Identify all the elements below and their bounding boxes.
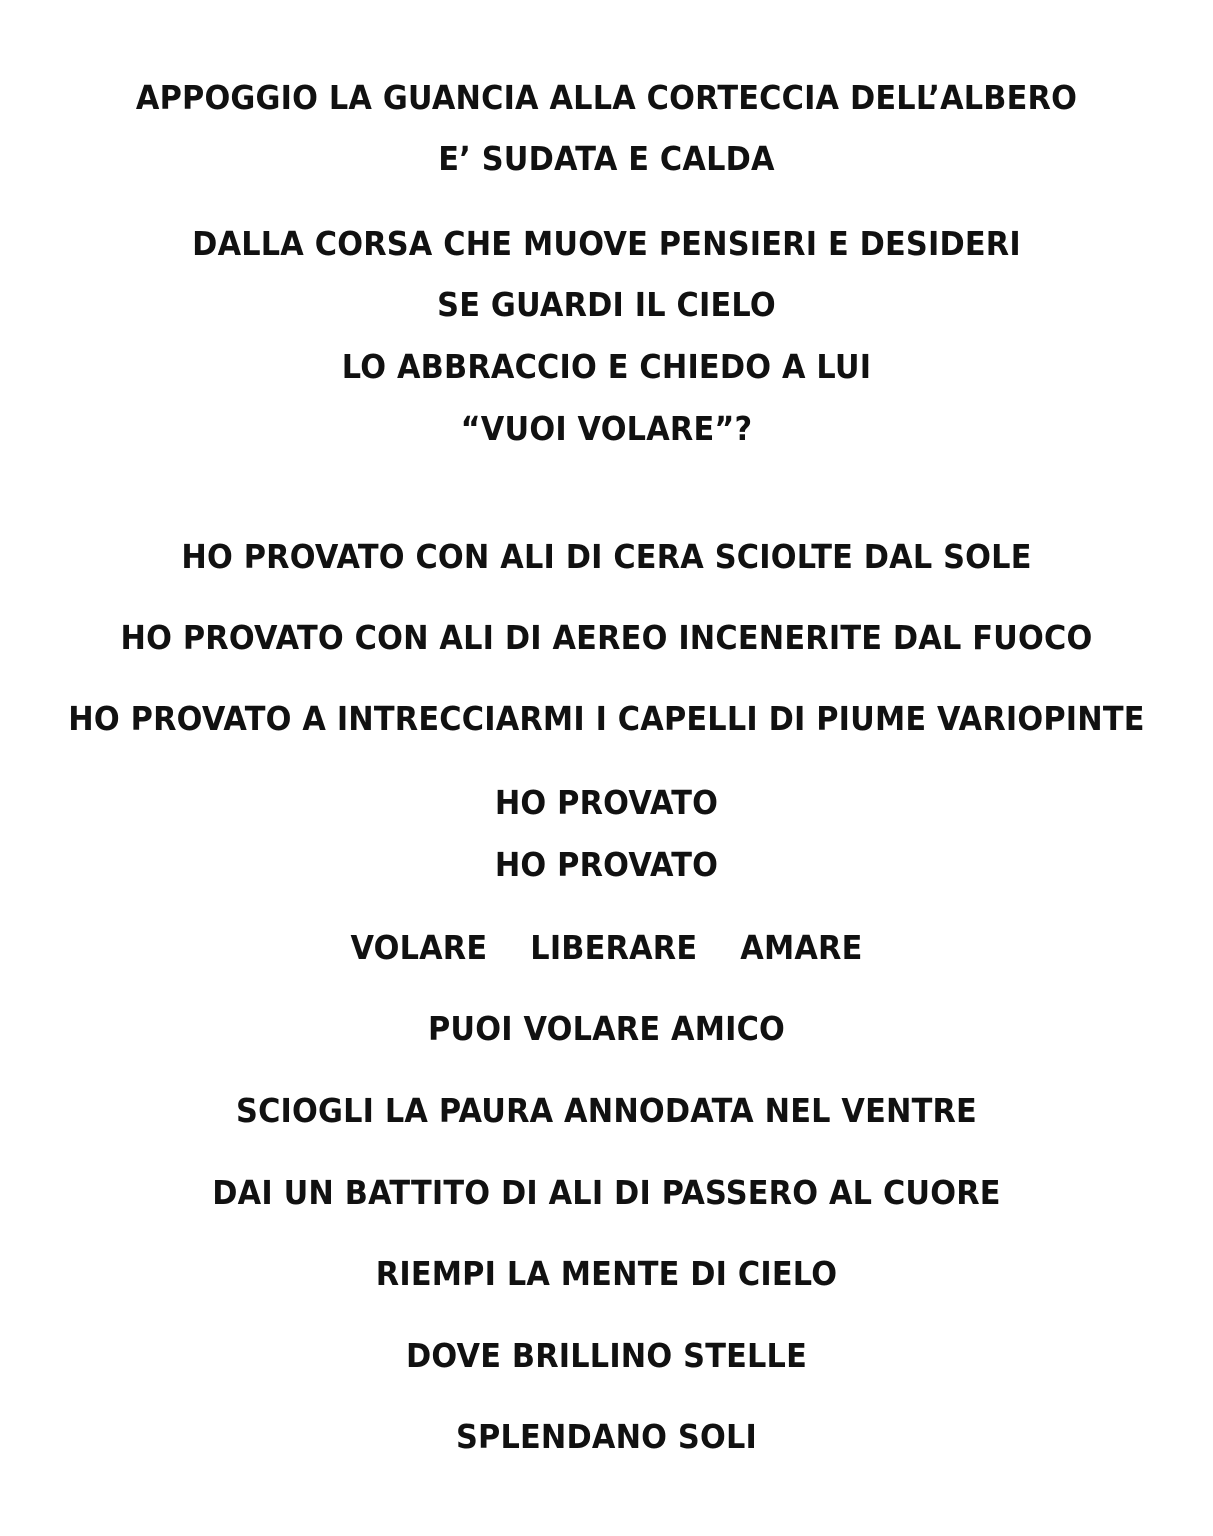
poem-line-13: PUOI VOLARE AMICO	[427, 1009, 786, 1048]
poem-line-17: DOVE BRILLINO STELLE	[405, 1336, 808, 1375]
poem-line-9: HO PROVATO A INTRECCIARMI I CAPELLI DI PIUME VARIOPINTE	[68, 699, 1145, 738]
poem-line-15: DAI UN BATTITO DI ALI DI PASSERO AL CUORE	[212, 1173, 1001, 1212]
poem-line-2: E’ SUDATA E CALDA	[438, 139, 775, 178]
poem-line-14: SCIOGLI LA PAURA ANNODATA NEL VENTRE	[236, 1091, 977, 1130]
poem-line-3: DALLA CORSA CHE MUOVE PENSIERI E DESIDERI	[192, 224, 1021, 263]
poem-line-5: LO ABBRACCIO E CHIEDO A LUI	[341, 347, 872, 386]
poem-line-8: HO PROVATO CON ALI DI AEREO INCENERITE DAL FUOCO	[120, 618, 1093, 657]
poem-line-4: SE GUARDI IL CIELO	[437, 285, 776, 324]
poem-line-10: HO PROVATO	[494, 783, 719, 822]
poem-line-18: SPLENDANO SOLI	[455, 1417, 757, 1456]
poem-line-11: HO PROVATO	[494, 845, 719, 884]
poem-line-6: “VUOI VOLARE”?	[460, 409, 753, 448]
poem-line-1: APPOGGIO LA GUANCIA ALLA CORTECCIA DELL’ALBERO	[135, 78, 1078, 117]
poem-line-16: RIEMPI LA MENTE DI CIELO	[375, 1254, 838, 1293]
poem-line-7: HO PROVATO CON ALI DI CERA SCIOLTE DAL SOLE	[181, 537, 1032, 576]
poem-line-12: VOLARE LIBERARE AMARE	[350, 928, 863, 967]
